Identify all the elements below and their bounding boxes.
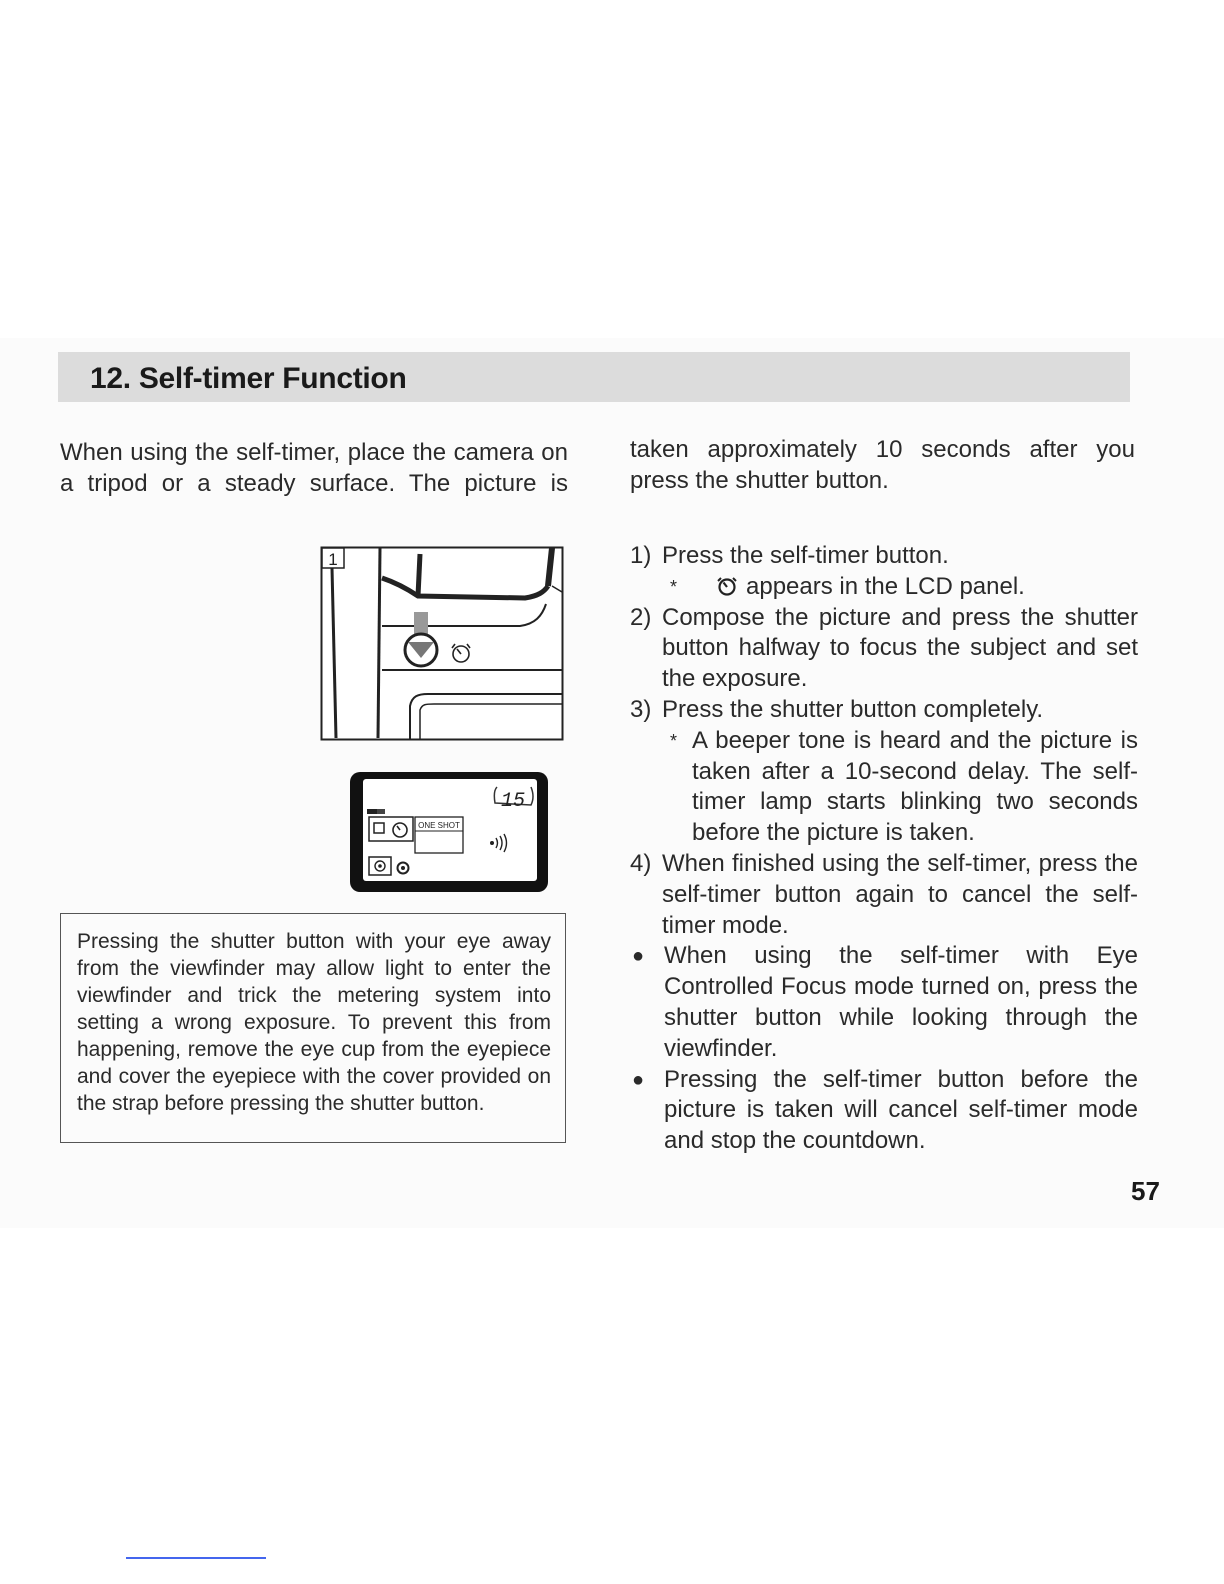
bullet-text: When using the self-timer with Eye Controlled Focus mode turned on, press the shutter button while looking through the viewfinder. xyxy=(664,942,1138,1062)
bottom-rule xyxy=(126,1557,266,1559)
bullet-icon: ● xyxy=(632,1068,645,1091)
bullet-item xyxy=(630,1065,1138,1157)
lcd-panel-illustration xyxy=(349,771,549,893)
step-text: Compose the picture and press the shutter button halfway to focus the subject and set the exposure. xyxy=(662,603,1138,693)
note-text: A beeper tone is heard and the picture is taken after a 10-second delay. The self-timer lamp starts blinking two seconds before the picture is taken. xyxy=(692,726,1138,847)
step-4 xyxy=(630,849,1138,941)
section-title: 12. Self-timer Function xyxy=(90,362,407,395)
step-2 xyxy=(630,603,1138,695)
step-3-note xyxy=(662,726,1138,849)
bullet-item xyxy=(630,941,1138,1064)
self-timer-icon xyxy=(716,575,738,597)
step-text: Press the shutter button completely. xyxy=(662,695,1044,723)
step-number: 3) xyxy=(630,695,652,723)
note-asterisk: * xyxy=(670,576,678,597)
step-number: 1) xyxy=(630,542,652,569)
battery-icon xyxy=(367,809,377,814)
intro-continuation-line-2: press the shutter button. xyxy=(630,467,889,494)
figure-label: 1 xyxy=(328,550,338,569)
step-text: Press the self-timer button. xyxy=(662,542,949,569)
lcd-countdown-display: 15 xyxy=(500,790,526,813)
step-1-note xyxy=(662,572,1138,603)
step-1 xyxy=(630,541,1138,572)
caution-box: Pressing the shutter button with your eye away from the viewfinder may allow light to enter the viewfinder and trick the metering system into setting a wrong exposure. To prevent this from happening, remove the eye cup from the eyepiece and cover the eyepiece with the cover provided on the strap before pressing the shutter button. xyxy=(60,913,566,1143)
intro-text: When using the self-timer, place the camera on a tripod or a steady surface. The picture is xyxy=(60,439,568,497)
step-number: 2) xyxy=(630,603,652,631)
bullet-icon: ● xyxy=(632,945,645,968)
intro-continuation-line-1: taken approximately 10 seconds after you xyxy=(630,436,1135,463)
lcd-mode-label: ONE SHOT xyxy=(418,821,460,830)
step-number: 4) xyxy=(630,849,652,877)
instruction-steps xyxy=(630,541,1138,1157)
camera-top-illustration xyxy=(320,546,566,742)
bullet-text: Pressing the self-timer button before the picture is taken will cancel self-timer mode and stop the countdown. xyxy=(664,1065,1138,1155)
intro-continuation xyxy=(630,434,1135,496)
note-text: appears in the LCD panel. xyxy=(746,572,1025,600)
note-asterisk: * xyxy=(670,730,678,751)
step-3 xyxy=(630,695,1138,726)
step-text: When finished using the self-timer, press the self-timer button again to cancel the self-timer mode. xyxy=(662,849,1138,939)
page-number: 57 xyxy=(1131,1176,1160,1206)
